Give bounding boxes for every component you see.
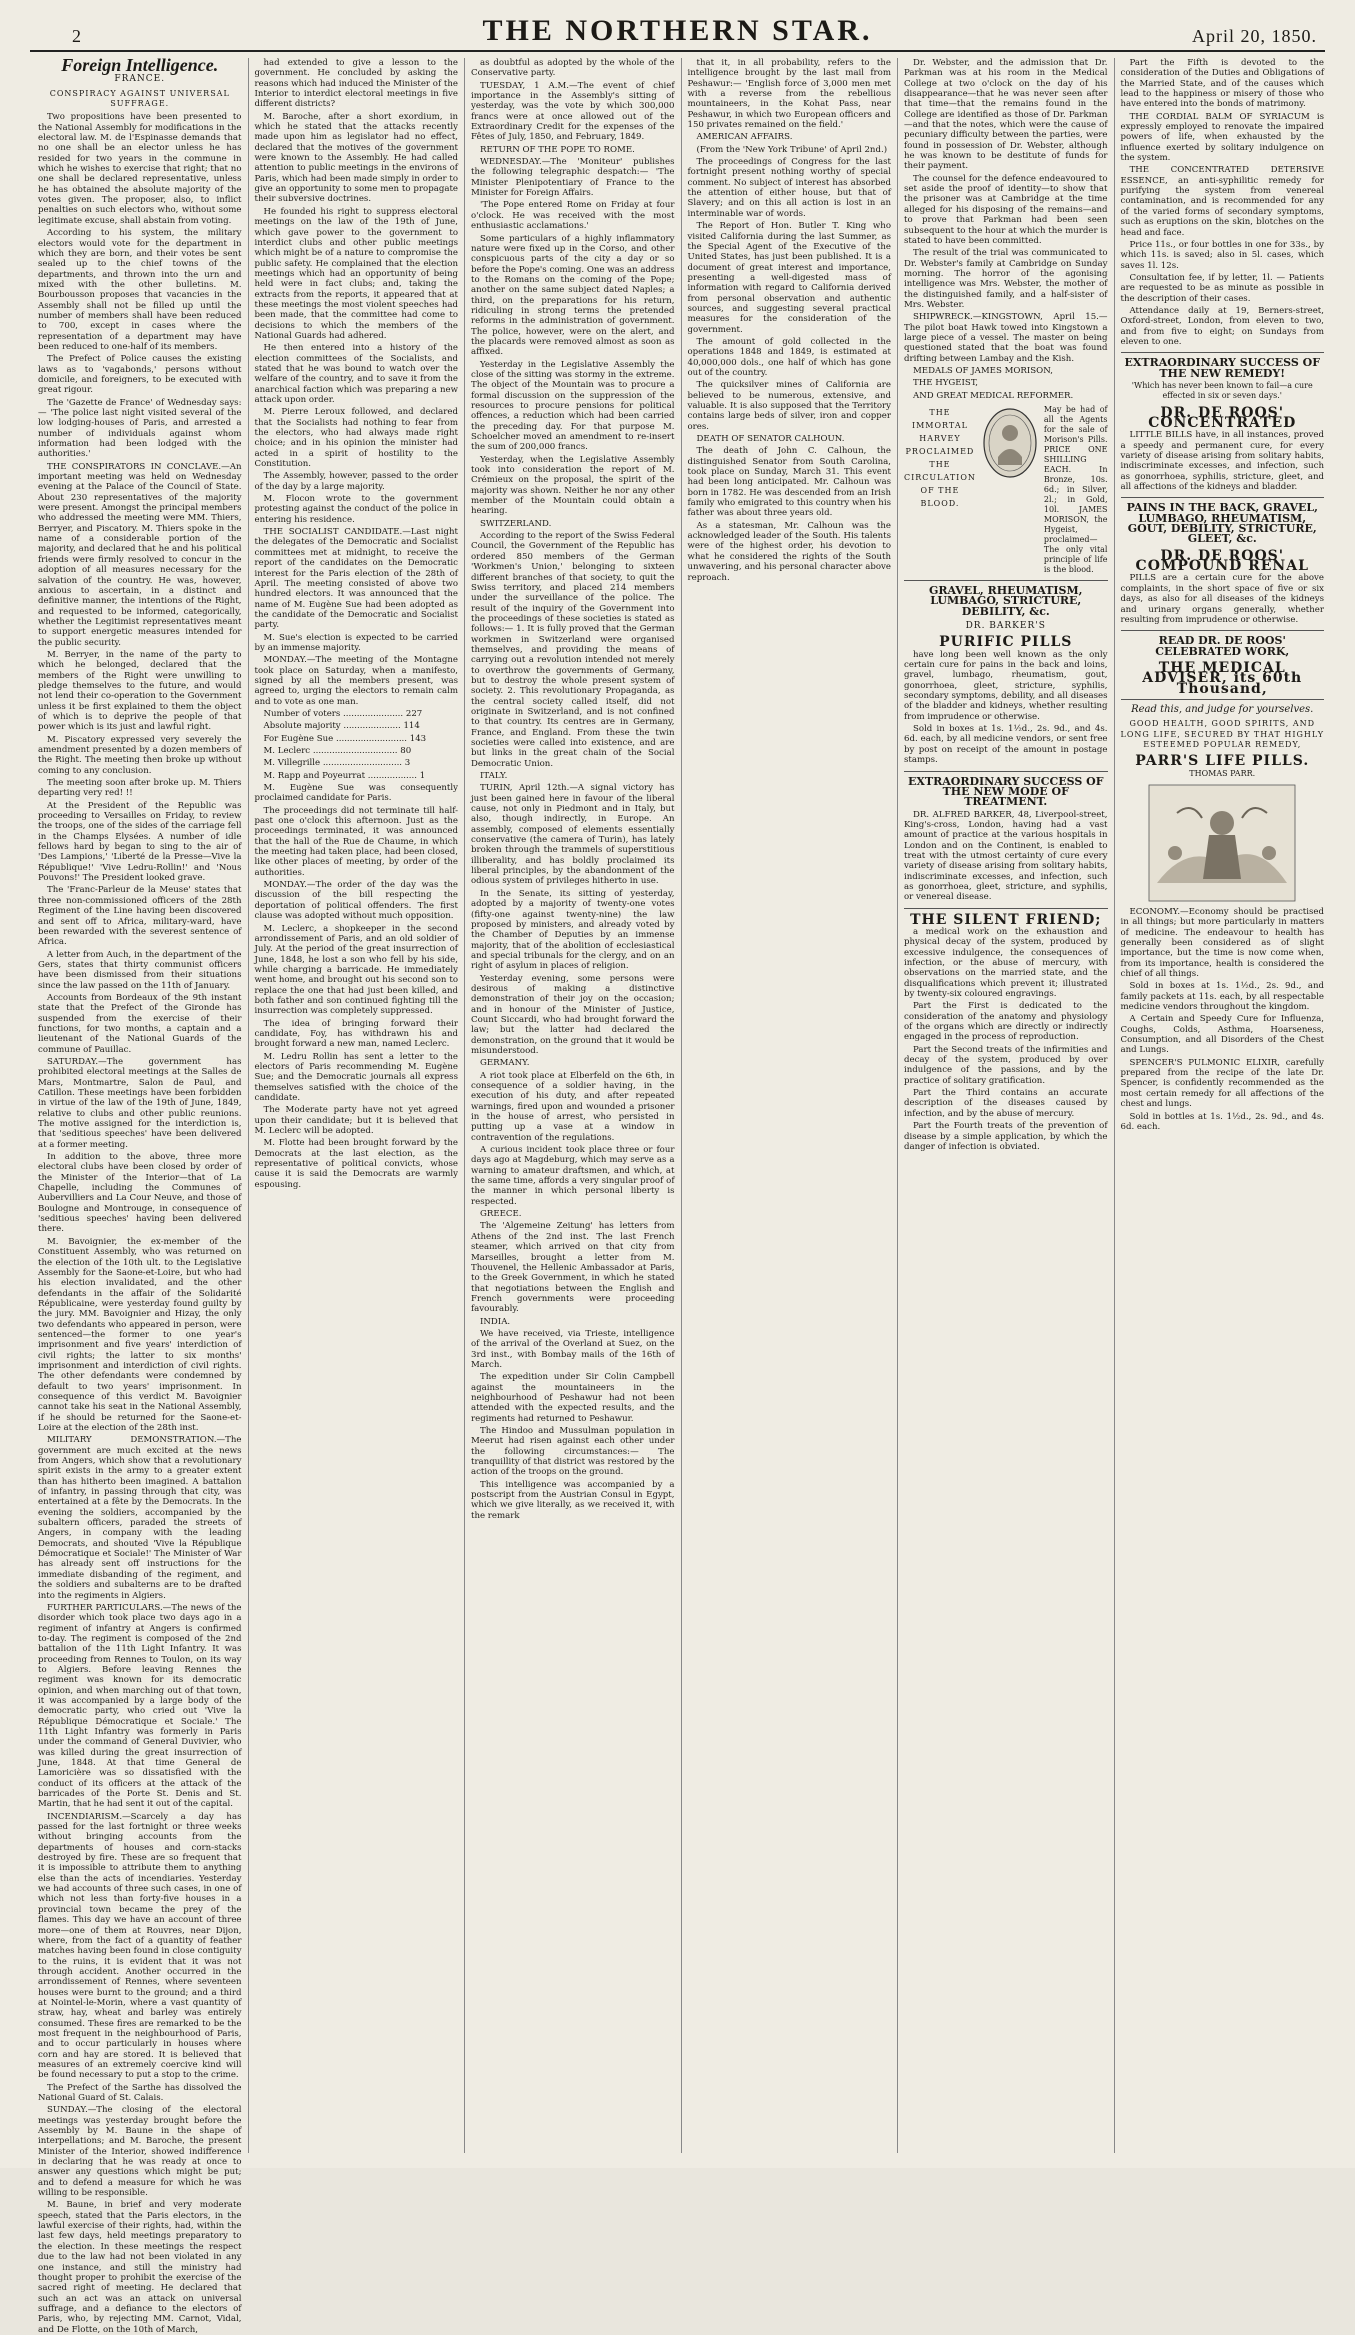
paragraph: WEDNESDAY.—The 'Moniteur' publishes the following telegraphic despatch:— 'The Minister Plenipotentiary of France to the Minister for Foreign Affairs. xyxy=(471,157,675,199)
medal-left-text xyxy=(904,405,976,511)
paragraph: M. Eugène Sue was consequently proclaimed candidate for Paris. xyxy=(254,783,458,804)
paragraph: FURTHER PARTICULARS.—The news of the disorder which took place two days ago in a regiment of infantry at Angers is confirmed to-day. The regiment is composed of the 2nd battalion of the 11th Light Infantry. It was proceeding from Rennes to Toulon, on its way to Algiers. Before leaving Rennes the regiment was known for its democratic opinion, and when marching out of that town, it was accompanied by a large body of the democratic party, who cried out 'Vive la République Démocratique et Sociale.' The 11th Light Infantry was formerly in Paris under the command of General Duvivier, who was killed during the great insurrection of June, 1848. At that time General de Lamoricière was so dissatisfied with the conduct of its officers at the attack of the barricades of the Porte St. Denis and St. Martin, that he had sent it out of the capital. xyxy=(38,1602,242,1810)
columns xyxy=(32,55,1330,2335)
paragraph: M. Baune, in brief and very moderate speech, stated that the Paris electors, in the lawful exercise of their rights, had, within the last few days, held meetings preparatory to the election. In these meetings the respect due to the law had not been violated in any one instance, and still the ministry had thought proper to prohibit the exercise of the sacred right of meeting. He declared that such an act was an attack on universal suffrage, and a defiance to the electors of Paris, who, by rejecting MM. Carnot, Vidal, and De Flotte, on the 10th of March, xyxy=(38,2200,242,2335)
paragraph: He founded his right to suppress electoral meetings on the law of the 19th of June, which gave power to the government to interdict clubs and other public meetings which might be of a nature to compromise the public safety. He complained that the election meetings which had an opportunity of being held were in fact clubs; and, taking the extracts from the reports, it appeared that at these meetings the most violent speeches had been made, that the committee had come to decisions to which the members of the National Guards had adhered. xyxy=(254,206,458,341)
ad-parr-body xyxy=(1121,907,1325,1132)
ad1-title: GRAVEL, RHEUMATISM, LUMBAGO, STRICTURE, DEBILITY, &c. xyxy=(929,584,1083,618)
paragraph: Some particulars of a highly inflammatory nature were fixed up in the Corso, and other conspicuous parts of the city a day or so before the Pope's coming. One was an address to the Romans on the coming of the Pope; another on the same subject dated Naples; a third, on the preparations for his return, ridiculing in strong terms the pretended reforms in the administration of government. The police, however, were on the alert, and the placards were removed almost as soon as affixed. xyxy=(471,233,675,358)
paragraph: SWITZERLAND. xyxy=(480,518,552,529)
paragraph: had extended to give a lesson to the government. He concluded by asking the reasons which had induced the Minister of the Interior to interdict electoral meetings in five different districts? xyxy=(254,58,458,110)
paragraph: MEDALS OF JAMES MORISON, xyxy=(913,365,1053,376)
medal-line: HARVEY xyxy=(919,434,961,443)
paragraph: For Eugène Sue .......................... 143 xyxy=(263,733,427,744)
paragraph: Part the Fourth treats of the prevention of disease by a simple application, by which the danger of infection is obviated. xyxy=(904,1121,1108,1152)
subhead-conspiracy: CONSPIRACY AGAINST UNIVERSAL SUFFRAGE. xyxy=(49,88,230,109)
paragraph: M. Flotte had been brought forward by the Democrats at the last election, as the representative of political convicts, whose cause it is said the Democrats are warmly espousing. xyxy=(254,1138,458,1190)
paragraph: have long been well known as the only certain cure for pains in the back and loins, gravel, lumbago, rheumatism, gout, gonorrhoea, gleet, stricture, syphilis, secondary symptoms, debility, and all diseases of the bladder and kidneys, whether resulting from imprudence or otherwise. xyxy=(904,649,1108,722)
ad-remedy-body xyxy=(1121,430,1325,492)
article-body xyxy=(688,58,892,583)
paragraph: The 'Gazette de France' of Wednesday says:— 'The police last night visited several of the low lodging-houses of Paris, and arrested a number of individuals against whom information had been lodged with the authorities.' xyxy=(38,397,242,460)
medal-line: OF THE xyxy=(920,486,960,495)
paragraph: The Prefect of the Sarthe has dissolved the National Guard of St. Calais. xyxy=(38,2082,242,2103)
paragraph: The 'Franc-Parleur de la Meuse' states that three non-commissioned officers of the 28th Regiment of the Line having been discovered and sent off to Africa, military-ward, have been rewarded with the severest sentence of Africa. xyxy=(38,885,242,948)
ad1-headline: PURIFIC PILLS xyxy=(939,634,1073,651)
paragraph: The quicksilver mines of California are believed to be numerous, extensive, and valuable. It is also supposed that the Territory contains large beds of silver, iron and copper ores. xyxy=(687,380,891,432)
paragraph: ITALY. xyxy=(480,771,508,782)
page-number: 2 xyxy=(72,26,81,46)
paragraph: RETURN OF THE POPE TO ROME. xyxy=(480,144,635,155)
ad3-headline: THE SILENT FRIEND; xyxy=(910,911,1102,928)
article-body xyxy=(904,58,1108,401)
paragraph: PILLS are a certain cure for the above complaints, in the short space of five or six days, as also for all diseases of the kidneys and urinary organs generally, whether resulting from imprudence or otherwise. xyxy=(1120,573,1324,625)
medal-line: THE xyxy=(929,460,951,469)
paragraph: M. Pierre Leroux followed, and declared that the Socialists had nothing to fear from the electors, who had always made right choice; and in his opinion the minister had acted in a spirit of hostility to the Constitution. xyxy=(254,407,458,470)
ad1-body xyxy=(904,650,1108,766)
paragraph: GERMANY. xyxy=(480,1058,530,1069)
paragraph: THE CONSPIRATORS IN CONCLAVE.—An important meeting was held on Wednesday evening at the Palace of the Council of State. About 230 representatives of the majority were present. Amongst the principal members who addressed the meeting were MM. Thiers, Berryer, and Piscatory. M. Thiers spoke in the name of a considerable portion of the majority, and declared that he and his political friends were firmly resolved to concur in the adoption of all measures necessary for the salvation of the country. He was, however, anxious to ascertain, in a distinct and definitive manner, the intentions of the Right, and requested to be informed, categorically, whether the Legitimist representatives meant to support energetic measures intended for the public security. xyxy=(38,461,242,648)
paragraph: (From the 'New York Tribune' of April 2nd.) xyxy=(696,144,888,155)
paragraph: SUNDAY.—The closing of the electoral meetings was yesterday brought before the Assembly by M. Baune in the shape of interpellations; and M. Baroche, the present Minister of the Interior, showed indifference in declaring that he was ready at once to answer any questions which might be put; and to defend a measure for which he was willing to be responsible. xyxy=(38,2105,242,2199)
paragraph: MONDAY.—The order of the day was the discussion of the bill respecting the deportation of political offenders. The first clause was adopted without much opposition. xyxy=(254,880,458,922)
paragraph: TUESDAY, 1 A.M.—The event of chief importance in the Assembly's sitting of yesterday, was the vote by which 300,000 francs were at once allowed out of the Extraordinary Credit for the expenses of the Fêtes of July, 1850, and February, 1849. xyxy=(471,80,675,143)
paragraph: A letter from Auch, in the department of the Gers, states that thirty communist officers have been dismissed from their situations since the law passed on the 11th of January. xyxy=(38,949,242,991)
article-body xyxy=(38,112,242,2335)
paragraph: The Report of Hon. Butler T. King who visited California during the last Summer, as the Special Agent of the Executive of the United States, has just been published. It is a document of great interest and importance, presenting a well-digested mass of information with regard to California derived from personal observation and authentic sources, and suggesting several practical measures for the consideration of the government. xyxy=(687,221,891,335)
paragraph: The Prefect of Police causes the existing laws as to 'vagabonds,' persons without domicile, and foreigners, to be executed with great rigour. xyxy=(38,354,242,396)
parr-illustration-icon xyxy=(1147,783,1297,903)
paragraph: THE HYGEIST, xyxy=(913,378,979,389)
paragraph: SATURDAY.—The government has prohibited electoral meetings at the Salles de Mars, Montmartre, Salon de Paul, and Catillon. These meetings have been forbidden in virtue of the law of the 19th of June, 1849, relative to clubs and other public reunions. The motive assigned for the interdiction is, that 'seditious speeches' have been delivered at a former meeting. xyxy=(38,1056,242,1150)
paragraph: M. Sue's election is expected to be carried by an immense majority. xyxy=(254,632,458,653)
paragraph: The death of John C. Calhoun, the distinguished Senator from South Carolina, took place on Sunday, March 31. This event had been long anticipated. Mr. Calhoun was born in 1782. He was descended from an Irish family who emigrated to this country when his father was about three years old. xyxy=(687,446,891,519)
paragraph: We have received, via Trieste, intelligence of the arrival of the Overland at Suez, on the 3rd inst., with Bombay mails of the 16th of March. xyxy=(471,1328,675,1370)
paragraph: The result of the trial was communicated to Dr. Webster's family at Cambridge on Sunday morning. The horror of the agonising intelligence was Mrs. Webster, the mother of the distinguished family, and a half-sister of Mrs. Webster. xyxy=(904,248,1108,310)
paragraph: The idea of bringing forward their candidate, Foy, has withdrawn his and brought forward a new man, named Leclerc. xyxy=(254,1018,458,1050)
paragraph: He then entered into a history of the election committees of the Socialists, and stated that he was bound to watch over the welfare of the country, and to save it from the anarchical faction which was preparing a new attack upon order. xyxy=(254,343,458,405)
paragraph: In the Senate, its sitting of yesterday, adopted by a majority of twenty-one votes (fifty-one against twenty-nine) the law proposed by ministers, and already voted by the Chamber of Deputies by an immense majority, that of the abolition of ecclesiastical and special tribunals for the clergy, and on an right of asylum in places of religion. xyxy=(471,888,675,972)
paragraph: The meeting soon after broke up. M. Thiers departing very red! !! xyxy=(38,778,242,799)
paragraph: M. Rapp and Poyeurrat .................. 1 xyxy=(263,770,426,781)
ad-gravel-body xyxy=(1121,573,1325,625)
paragraph: A riot took place at Elberfeld on the 6th, in consequence of a soldier having, in the execution of his duty, and after repeated warnings, fired upon and wounded a prisoner in the house of arrest, who persisted in putting up a vase at a window in contravention of the regulations. xyxy=(471,1070,675,1143)
paragraph: Number of voters ...................... 227 xyxy=(263,708,423,719)
paragraph: AMERICAN AFFAIRS. xyxy=(696,132,793,143)
paragraph: Part the Second treats of the infirmities and decay of the system, produced by over indulgence of the passions, and by the practice of solitary gratification. xyxy=(904,1044,1108,1086)
paragraph: According to the report of the Swiss Federal Council, the Government of the Republic has ordered 850 members of the German 'Workmen's Union,' belonging to sixteen different branches of that society, to quit the Swiss territory, and placed 214 members under the surveillance of the police. The result of the inquiry of the Government into the proceedings of these societies is stated as follows:— 1. It is fully proved that the German workmen in Switzerland were organised themselves, and providing the means of carrying out a revolution intended not merely to overthrow the governments of Germany, but to destroy the whole present system of society. 2. This revolutionary Propaganda, as the central society called itself, did not originate in Switzerland, and is not confined to that country. Its centres are in Germany, France, and England. From these the twin societies were called into existence, and are but links in the great chain of the Social Democratic Union. xyxy=(471,531,675,769)
paragraph: Price 11s., or four bottles in one for 33s., by which 11s. is saved; also in 5l. cases, which saves 1l. 12s. xyxy=(1120,239,1324,271)
paragraph: M. Flocon wrote to the government protesting against the conduct of the police in entering his residence. xyxy=(254,494,458,525)
paragraph: Yesterday evening, some persons were desirous of making a distinctive demonstration of their joy on the occasion; and in honour of the Minister of Justice, Count Siccardi, who had brought forward the law; but the latter had declared the demonstration, on the ground that it would be misunderstood. xyxy=(471,973,675,1056)
column-2 xyxy=(248,58,465,2153)
paragraph: The proceedings did not terminate till half-past one o'clock this afternoon. Just as the proceedings terminated, it was announced that the hall of the Rue de Chaume, in which the meeting had taken place, had been closed, like other places of meeting, by order of the authorities. xyxy=(254,805,458,878)
paragraph: 'The Pope entered Rome on Friday at four o'clock. He was received with the most enthusiastic acclamations.' xyxy=(471,200,675,232)
harvey-medal-icon xyxy=(980,405,1040,481)
paragraph: Absolute majority ..................... 114 xyxy=(263,721,420,732)
medal-line: PROCLAIMED xyxy=(905,447,975,456)
paragraph: DEATH OF SENATOR CALHOUN. xyxy=(696,434,845,445)
ad-advisor-title: READ DR. DE ROOS' CELEBRATED WORK, xyxy=(1155,634,1290,658)
article-body xyxy=(471,58,675,1521)
paragraph: Dr. Webster, and the admission that Dr. Parkman was at his room in the Medical College at two o'clock on the day of his disappearance—that he was never seen after that time—that the remains found in the College are identified as those of Dr. Parkman—and that the notes, which were the cause of pecuniary difficulty between the parties, were found in possession of Dr. Webster, although he was known to be destitute of funds for their payment. xyxy=(904,58,1108,172)
paragraph: DR. ALFRED BARKER, 48, Liverpool-street, King's-cross, London, having had a vast amount of practice at the various hospitals in London and on the Continent, is enabled to treat with the utmost certainty of cure every variety of disease arising from solitary habits, indiscriminate excesses, and infection, such as gonorrhoea, gleet, stricture, and syphilis, or venereal disease. xyxy=(904,809,1108,903)
column-4 xyxy=(681,58,898,2153)
paragraph: M. Ledru Rollin has sent a letter to the electors of Paris recommending M. Eugène Sue; and the Democratic journals all express themselves satisfied with the choice of the candidate. xyxy=(254,1051,458,1103)
medal-line: BLOOD. xyxy=(920,499,960,508)
paragraph: At the President of the Republic was proceeding to Versailles on Friday, to review the troops, one of the sides of the carriage fell in the Champs Elysées. A number of idle fellows hard by began to sing to the air of 'Des Lampions,' 'Liberté de la Presse—Vive la République!' 'Vive Ledru-Rollin!' and 'Nous Pouvons!' The President looked grave. xyxy=(38,800,242,884)
subhead-france: FRANCE. xyxy=(114,74,166,85)
paragraph: Part the First is dedicated to the consideration of the anatomy and physiology of the organs which are directly or indirectly engaged in the process of reproduction. xyxy=(904,1001,1108,1043)
paragraph: A curious incident took place three or four days ago at Magdeburg, which may serve as a warning to amateur draftsmen, and which, at the same time, affords a very singular proof of the manner in which personal liberty is respected. xyxy=(471,1145,675,1207)
paragraph: M. Baroche, after a short exordium, in which he stated that the attacks recently made upon him as legislator had no effect, declared that the motives of the government were known to the Assembly. He had called attention to public meetings in the environs of Paris, which had been made simply in order to give an opportunity to some men to propagate their subversive doctrines. xyxy=(254,111,458,205)
ad-remedy-headline: DR. DE ROOS' CONCENTRATED xyxy=(1148,404,1297,431)
medal-description: May be had of all the Agents for the sale of Morison's Pills. PRICE ONE SHILLING EACH. In Bronze, 10s. 6d.; in Silver, 2l.; in Gold, 10l. JAMES MORISON, the Hygeist, proclaimed— The only vital principle of life is the blood. xyxy=(1043,405,1108,574)
paragraph: SHIPWRECK.—KINGSTOWN, April 15.—The pilot boat Hawk towed into Kingstown a large piece of a vessel. The master on being questioned stated that the boat was found drifting between Lambay and the Kish. xyxy=(904,312,1108,364)
paragraph: GREECE. xyxy=(480,1209,522,1220)
paragraph: THE CONCENTRATED DETERSIVE ESSENCE, an anti-syphilitic remedy for purifying the system from venereal contamination, and is recommended for any of the varied forms of secondary symptoms, such as eruptions on the skin, blotches on the head and face. xyxy=(1120,165,1324,238)
ad2-body xyxy=(904,810,1108,903)
article-body xyxy=(255,58,459,1190)
paragraph: M. Berryer, in the name of the party to which he belonged, declared that the members of the Right were unwilling to pledge themselves to the future, and would not lend their co-operation to the Government unless it be first explained to them the object of which is to deprive the people of that power which is its just and lawful right. xyxy=(38,649,242,733)
ad-gravel-headline: DR. DE ROOS' COMPOUND RENAL xyxy=(1135,547,1309,575)
ad-parr-title: Read this, and judge for yourselves. xyxy=(1131,703,1314,715)
paragraph: M. Bavoignier, the ex-member of the Constituent Assembly, who was returned on the election of the 10th ult. to the Legislative Assembly for the Saone-et-Loire, but who had his election invalidated, and the other defendants in the affair of the Solidarité Républicaine, were yesterday found guilty by the jury. MM. Bavoignier and Hizay, the only two defendants who appeared in person, were sentenced—the former to one year's imprisonment and five years' interdiction of civil rights; the latter to six months' imprisonment and interdiction of civil rights. The other defendants were condemned by default to two years' imprisonment. In consequence of this verdict M. Bavoignier cannot take his seat in the National Assembly, if he should be returned for the Saone-et-Loire at the election of the 28th inst. xyxy=(38,1236,242,1433)
paragraph: Sold in boxes at 1s. 1½d., 2s. 9d., and family packets at 11s. each, by all respectable medicine vendors throughout the kingdom. xyxy=(1120,981,1324,1013)
paragraph: Yesterday, when the Legislative Assembly took into consideration the report of M. Crémieux on the proposal, the spirit of the majority was shown. Neither he nor any other member of the Mountain could obtain a hearing. xyxy=(471,454,675,517)
medal-advert xyxy=(904,405,1108,575)
paragraph: M. Piscatory expressed very severely the amendment presented by a dozen members of the Right. The meeting then broke up without coming to any conclusion. xyxy=(38,734,242,776)
paragraph: The Assembly, however, passed to the order of the day by a large majority. xyxy=(254,471,458,492)
paragraph: THE CORDIAL BALM OF SYRIACUM is expressly employed to renovate the impaired powers of life, when exhausted by the influence exerted by solitary indulgence on the system. xyxy=(1120,111,1324,164)
paragraph: LITTLE BILLS have, in all instances, proved a speedy and permanent cure, for every variety of disease arising from solitary habits, indiscriminate excesses, and infection, such as gonorrhoea, syphilis, stricture, gleet, and all affections of the kidneys and bladder. xyxy=(1120,430,1324,493)
paragraph: Sold in boxes at 1s. 1½d., 2s. 9d., and 4s. 6d. each, by all medicine vendors, or sent free by post on receipt of the amount in postage stamps. xyxy=(904,724,1108,766)
paragraph: M. Villegrille ............................. 3 xyxy=(263,758,411,769)
column-6 xyxy=(1114,58,1331,2153)
ad-remedy-quote: 'Which has never been known to fail—a cure effected in six or seven days.' xyxy=(1131,380,1313,401)
paragraph: Sold in bottles at 1s. 1½d., 2s. 9d., and 4s. 6d. each. xyxy=(1120,1111,1324,1132)
paragraph: The expedition under Sir Colin Campbell against the mountaineers in the neighbourhood of Peshawur had not been attended with the expected results, and the regiments had returned to Peshawur. xyxy=(471,1372,675,1424)
paragraph: The proceedings of Congress for the last fortnight present nothing worthy of special comment. No subject of interest has absorbed the attention of either house, but that of Slavery; and on this all action is lost in an interminable war of words. xyxy=(687,157,891,219)
paragraph: INCENDIARISM.—Scarcely a day has passed for the last fortnight or three weeks without bringing accounts from the departments of houses and corn-stacks destroyed by fire. These are so frequent that it is impossible to attribute them to anything else than the acts of incendiaries. Yesterday we had accounts of three such cases, in one of which not less than forty-five houses in a provincial town became the prey of the flames. This day we have an account of three more—one of them at Rouvres, near Dijon, where, from the fact of a quantity of feather matches having been found in close contiguity to the ruins, it is evident that it was not through accident. Another occurred in the arrondissement of Rennes, where seventeen houses were burnt to the ground; and a third at Nointel-le-Morin, where a vast quantity of straw, hay, wheat and barley was entirely consumed. These fires are remarked to be the most frequent in the neighbourhood of Paris, and to occur particularly in houses where corn and hay are stored. It is believed that measures of an extremely coercive kind will be found necessary to put a stop to the crime. xyxy=(38,1811,242,2081)
paragraph: AND GREAT MEDICAL REFORMER. xyxy=(913,390,1074,401)
paragraph: Part the Fifth is devoted to the consideration of the Duties and Obligations of the Married State, and of the causes which lead to the happiness or misery of those who have entered into the bonds of matrimony. xyxy=(1120,58,1324,110)
paragraph: The amount of gold collected in the operations 1848 and 1849, is estimated at 40,000,000 dols., one half of which has gone out of the country. xyxy=(687,336,891,378)
paragraph: M. Leclerc, a shopkeeper in the second arrondissement of Paris, and an old soldier of July. At the period of the great insurrection of June, 1848, he lost a son who fell by his side, while charging a barricade. He immediately went home, and brought out his second son to replace the one that had just been killed, and both father and son continued fighting till the insurrection was completely suppressed. xyxy=(254,923,458,1017)
paragraph: TURIN, April 12th.—A signal victory has just been gained here in favour of the liberal cause, not only in Piedmont and in Italy, but also, though indirectly, in Europe. An assembly, composed of elements essentially conservative (the camera of Turin), has lately broken through the trammels of superstitious illiberality, and has boldly proclaimed its liberal principles, by the abandonment of the odious system of privileges hitherto in use. xyxy=(471,783,675,887)
paragraph: M. Leclerc ............................... 80 xyxy=(263,746,412,756)
paragraph: MILITARY DEMONSTRATION.—The government are much excited at the news from Angers, which show that a revolutionary spirit exists in the army to a greater extent than has hitherto been imagined. A battalion of infantry, in passing through that city, was entertained at a fête by the Democrats. In the evening the soldiers, accompanied by the subaltern officers, paraded the streets of Angers, in company with the leading Democrats, and shouted 'Vive la République Démocratique et Sociale!' The Minister of War has already sent off instructions for the immediate disbanding of the regiment, and the soldiers and subalterns are to be drafted into the regiments in Algiers. xyxy=(38,1435,242,1601)
paragraph: INDIA. xyxy=(480,1316,511,1327)
paragraph: As a statesman, Mr. Calhoun was the acknowledged leader of the South. His talents were of the highest order, his devotion to what he considered the rights of the South unwavering, and his personal character above reproach. xyxy=(687,520,891,583)
paragraph: The Hindoo and Mussulman population in Meerut had risen against each other under the following circumstances:— The tranquillity of that district was restored by the action of the troops on the ground. xyxy=(471,1426,675,1478)
section-title: Foreign Intelligence. xyxy=(61,55,219,75)
column-5 xyxy=(897,58,1114,2153)
column-3 xyxy=(464,58,681,2153)
paragraph: as doubtful as adopted by the whole of the Conservative party. xyxy=(471,58,675,79)
ad-gravel-title: PAINS IN THE BACK, GRAVEL, LUMBAGO, RHEUMATISM, GOUT, DEBILITY, STRICTURE, GLEET, &c. xyxy=(1126,501,1318,546)
paragraph: The 'Algemeine Zeitung' has letters from Athens of the 2nd inst. The last French steamer, which arrived on that city from Marseilles, brought a letter from M. Thouvenel, the Hellenic Ambassador at Paris, to the Greek Government, in which he stated that negotiations between the English and French governments were proceeding favourably. xyxy=(471,1221,675,1315)
paragraph: MONDAY.—The meeting of the Montagne took place on Saturday, when a manifesto, signed by all the members present, was agreed to, urging the electors to remain calm and to vote as one man. xyxy=(254,655,458,707)
paragraph: According to his system, the military electors would vote for the department in which they are born, and their votes be sent sealed up to the chief towns of the departments, and thrown into the urn and mixed with the other bulletins. M. Bourbousson proposes that vacancies in the Assembly shall not be filled up until the number of members shall have been reduced to 700, except in cases where the representation of a department may have been reduced to one-half of its members. xyxy=(38,228,242,352)
paragraph: Consultation fee, if by letter, 1l. — Patients are requested to be as minute as possible in the description of their cases. xyxy=(1120,272,1324,304)
paragraph: that it, in all probability, refers to the intelligence brought by the last mail from Peshawur:— 'English force of 3,000 men met with a reverse from the rebellious mountaineers, in the Kohat Pass, near Peshawur, in which two European officers and 150 privates remained on the field.' xyxy=(687,58,891,131)
medal-line: THE xyxy=(929,408,951,417)
ad2-title: EXTRAORDINARY SUCCESS OF THE NEW MODE OF TREATMENT. xyxy=(907,774,1104,809)
medal-line: IMMORTAL xyxy=(911,421,968,430)
masthead: THE NORTHERN STAR. xyxy=(482,14,873,47)
paragraph: This intelligence was accompanied by a postscript from the Austrian Consul in Egypt, which we give literally, as we received it, with the remark xyxy=(471,1479,675,1521)
paragraph: Part the Third contains an accurate description of the diseases caused by infection, and by the abuse of mercury. xyxy=(904,1088,1108,1119)
paragraph: Two propositions have been presented to the National Assembly for modifications in the electoral law. M. de l'Espinasse demands that no one shall be an elector unless he has resided for two years in the commune in which he wishes to exercise that right; that no one shall be declared representative, unless he has obtained the absolute majority of the votes given. The proposer, also, to inflict penalties on such electors who, without some legitimate excuse, shall abstain from voting. xyxy=(38,112,242,226)
ad-parr-caption: THOMAS PARR. xyxy=(1189,768,1256,778)
medal-line: CIRCULATION xyxy=(904,473,976,482)
ad3-body xyxy=(904,927,1108,1152)
ad-advisor-headline: THE MEDICAL ADVISER, its 60th Thousand, xyxy=(1142,659,1303,697)
ad-parr-sub: GOOD HEALTH, GOOD SPIRITS, AND LONG LIFE, SECURED BY THAT HIGHLY ESTEEMED POPULAR REMEDY, xyxy=(1120,719,1324,749)
paragraph: ECONOMY.—Economy should be practised in all things; but more particularly in matters of medicine. The endeavour to health has generally been considered as of slight importance, but the time is now come when, from its importance, health is considered the chief of all things. xyxy=(1120,906,1324,980)
column-1 xyxy=(32,55,248,2335)
issue-date: April 20, 1850. xyxy=(1192,26,1317,46)
page-header xyxy=(30,6,1325,52)
paragraph: SPENCER'S PULMONIC ELIXIR, carefully prepared from the recipe of the late Dr. Spencer, is confidently recommended as the most certain remedy for all affections of the chest and lungs. xyxy=(1120,1057,1324,1110)
ad-remedy-title: EXTRAORDINARY SUCCESS OF THE NEW REMEDY! xyxy=(1124,356,1321,380)
paragraph: The Moderate party have not yet agreed upon their candidate; but it is believed that M. Leclerc will be adopted. xyxy=(254,1105,458,1137)
article-body xyxy=(1121,58,1325,347)
paragraph: Yesterday in the Legislative Assembly the close of the sitting was stormy in the extreme. The object of the Mountain was to procure a formal discussion on the suppression of the resources to procure pensions for political offences, a reduction which had been carried the preceding day. For that purpose M. Schoelcher moved an amendment to re-insert the sum of 200,000 francs. xyxy=(471,359,675,453)
paragraph: Accounts from Bordeaux of the 9th instant state that the Prefect of the Gironde has suspended from the exercise of their functions, for two months, a captain and a lieutenant of the National Guards of the commune of Pauillac. xyxy=(38,992,242,1055)
paragraph: A Certain and Speedy Cure for Influenza, Coughs, Colds, Asthma, Hoarseness, Consumption, and all Disorders of the Chest and Lungs. xyxy=(1120,1014,1324,1056)
paragraph: The counsel for the defence endeavoured to set aside the proof of identity—to show that the prisoner was at Cambridge at the time alleged for his disposing of the remains—and to prove that Parkman had been seen subsequent to the hour at which the murder is stated to have been committed. xyxy=(904,173,1108,246)
paragraph: THE SOCIALIST CANDIDATE.—Last night the delegates of the Democratic and Socialist committees met at midnight, to receive the report of the candidates on the Democratic interest for the Paris election of the 28th of April. The meeting consisted of above two hundred electors. It was announced that the name of M. Eugène Sue had been adopted as the candidate of the Democratic and Socialist party. xyxy=(254,527,458,631)
ad1-sub: DR. BARKER'S xyxy=(965,621,1046,632)
paragraph: a medical work on the exhaustion and physical decay of the system, produced by excessive indulgence, the consequences of infection, or the abuse of mercury, with observations on the married state, and the disqualifications which prevent it; illustrated by twenty-six coloured engravings. xyxy=(904,926,1108,1000)
paragraph: Attendance daily at 19, Berners-street, Oxford-street, London, from eleven to two, and from five to eight; on Sundays from eleven to one. xyxy=(1120,305,1324,347)
paragraph: In addition to the above, three more electoral clubs have been closed by order of the Minister of the Interior—that of La Chapelle, including the Communes of Aubervilliers and La Cour Neuve, and those of Boulogne and Montrouge, in consequence of 'seditious speeches' having been delivered there. xyxy=(38,1152,242,1235)
ad-parr-headline: PARR'S LIFE PILLS. xyxy=(1135,753,1310,770)
